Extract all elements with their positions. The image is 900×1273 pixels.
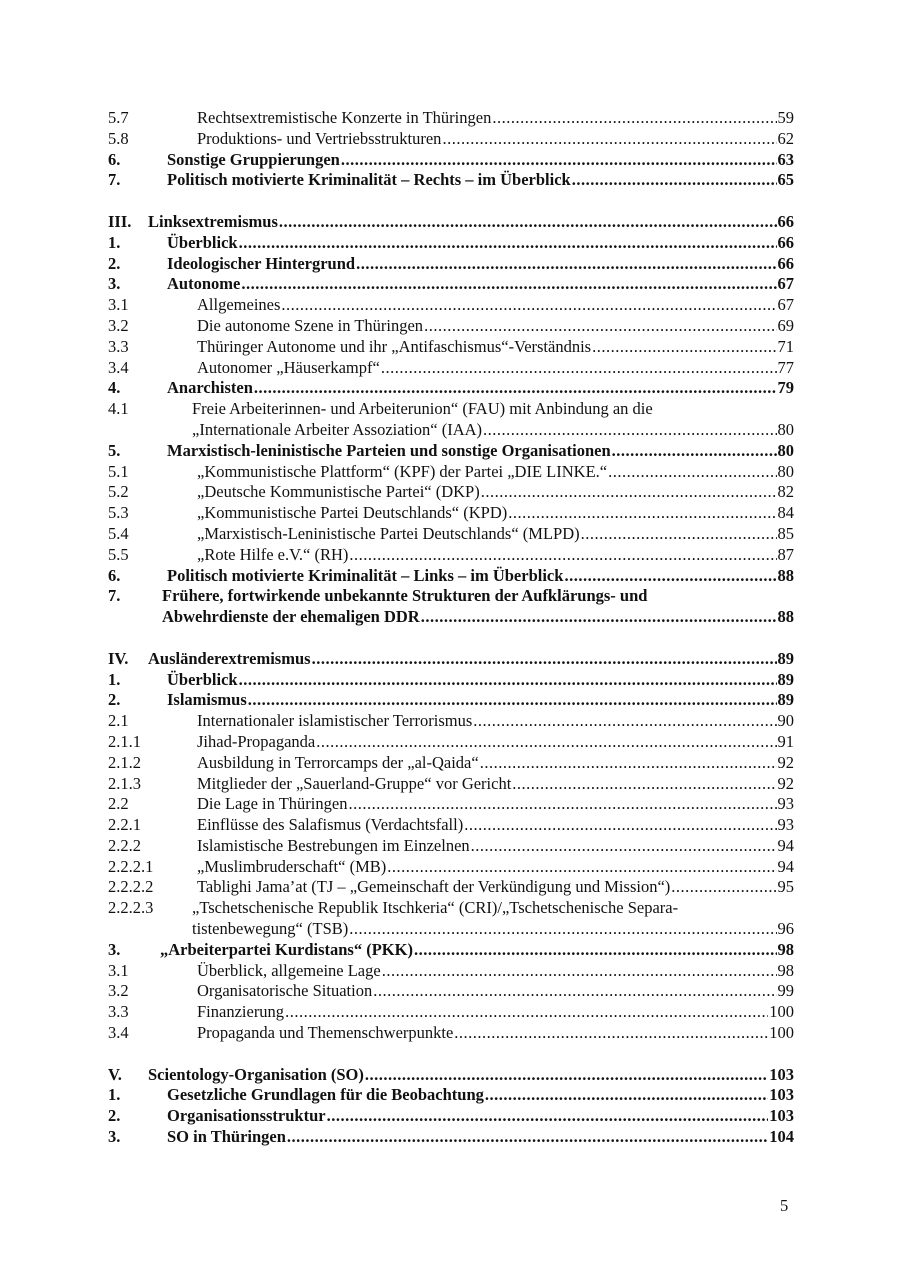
toc-entry-page: 104 bbox=[769, 1127, 794, 1147]
toc-entry-page: 77 bbox=[777, 357, 794, 377]
toc-entry-number: 2.2.2.1 bbox=[108, 856, 154, 876]
toc-entry-page: 91 bbox=[777, 731, 794, 751]
toc-entry[interactable] bbox=[108, 649, 794, 670]
toc-entry-number: 5.3 bbox=[108, 503, 129, 523]
toc-entry[interactable] bbox=[108, 399, 794, 420]
toc-entry[interactable] bbox=[108, 295, 794, 316]
toc-entry[interactable] bbox=[108, 358, 794, 379]
toc-entry-body bbox=[167, 566, 794, 587]
toc-entry[interactable] bbox=[108, 503, 794, 524]
toc-entry-title: Frühere, fortwirkende unbekannte Strukturen der Aufklärungs- und bbox=[162, 586, 648, 606]
toc-entry-title: Organisatorische Situation bbox=[197, 981, 373, 1001]
toc-entry-body bbox=[197, 1002, 794, 1023]
toc-entry-page: 82 bbox=[777, 482, 794, 502]
toc-entry-title: „Marxistisch-Leninistische Partei Deutschlands“ (MLPD) bbox=[197, 523, 580, 543]
toc-entry[interactable] bbox=[108, 233, 794, 254]
toc-entry[interactable] bbox=[108, 212, 794, 233]
toc-entry-body bbox=[197, 753, 794, 774]
toc-entry-number: 2. bbox=[108, 1106, 121, 1126]
toc-entry-number: 2.2 bbox=[108, 794, 129, 814]
toc-entry-page: 100 bbox=[769, 1023, 794, 1043]
toc-entry-body bbox=[162, 607, 794, 628]
page-number: 5 bbox=[780, 1196, 789, 1215]
toc-entry[interactable] bbox=[108, 898, 794, 919]
toc-entry-title: Jihad-Propaganda bbox=[197, 731, 316, 751]
toc-entry[interactable] bbox=[108, 586, 794, 607]
toc-entry[interactable] bbox=[108, 815, 794, 836]
toc-entry-number: 3. bbox=[108, 1127, 121, 1147]
toc-entry-body bbox=[197, 503, 794, 524]
toc-entry-page: 80 bbox=[777, 440, 794, 460]
dot-leader bbox=[279, 212, 777, 233]
toc-entry-title: „Kommunistische Partei Deutschlands“ (KPD) bbox=[197, 503, 508, 523]
toc-entry-page: 90 bbox=[777, 711, 794, 731]
toc-entry-body bbox=[197, 857, 794, 878]
toc-entry-number: 7. bbox=[108, 586, 121, 606]
toc-entry-page: 94 bbox=[777, 856, 794, 876]
toc-entry-title: Die autonome Szene in Thüringen bbox=[197, 315, 424, 335]
toc-entry-number: 5.2 bbox=[108, 482, 129, 502]
toc-entry-body bbox=[167, 690, 794, 711]
toc-entry[interactable] bbox=[108, 129, 794, 150]
toc-entry[interactable] bbox=[108, 1065, 794, 1086]
toc-entry[interactable] bbox=[108, 857, 794, 878]
toc-entry-number: V. bbox=[108, 1064, 122, 1084]
toc-entry-title: Überblick bbox=[167, 669, 238, 689]
toc-entry-page: 88 bbox=[777, 565, 794, 585]
toc-entry-number: 5. bbox=[108, 440, 121, 460]
dot-leader bbox=[382, 961, 777, 982]
toc-entry-title: „Internationale Arbeiter Assoziation“ (IAA) bbox=[192, 419, 483, 439]
dot-leader bbox=[454, 1023, 768, 1044]
dot-leader bbox=[421, 607, 777, 628]
toc-entry-title: „Rote Hilfe e.V.“ (RH) bbox=[197, 544, 349, 564]
toc-entry[interactable] bbox=[108, 919, 794, 940]
toc-entry[interactable] bbox=[108, 316, 794, 337]
toc-entry[interactable] bbox=[108, 753, 794, 774]
toc-entry-body bbox=[167, 170, 794, 191]
dot-leader bbox=[281, 295, 776, 316]
toc-entry-number: 6. bbox=[108, 565, 121, 585]
section-spacer bbox=[108, 1044, 794, 1065]
toc-entry[interactable] bbox=[108, 1002, 794, 1023]
dot-leader bbox=[473, 711, 776, 732]
toc-entry-number: 2.2.2.3 bbox=[108, 898, 154, 918]
toc-entry-title: Propaganda und Themenschwerpunkte bbox=[197, 1023, 454, 1043]
toc-entry-body bbox=[197, 337, 794, 358]
toc-entry-body bbox=[197, 961, 794, 982]
toc-entry-body bbox=[167, 150, 794, 171]
toc-entry-title: „Muslimbruderschaft“ (MB) bbox=[197, 856, 387, 876]
toc-entry-title: Die Lage in Thüringen bbox=[197, 794, 348, 814]
toc-entry-body bbox=[197, 981, 794, 1002]
toc-entry-body bbox=[197, 711, 794, 732]
toc-entry[interactable] bbox=[108, 441, 794, 462]
toc-entry-body bbox=[197, 836, 794, 857]
dot-leader bbox=[349, 919, 776, 940]
toc-entry-page: 67 bbox=[777, 274, 794, 294]
toc-entry[interactable] bbox=[108, 108, 794, 129]
dot-leader bbox=[508, 503, 776, 524]
dot-leader bbox=[612, 441, 777, 462]
toc-entry-number: 3. bbox=[108, 939, 121, 959]
toc-entry-page: 95 bbox=[777, 877, 794, 897]
toc-entry-body bbox=[167, 1085, 794, 1106]
toc-entry-body bbox=[192, 898, 794, 919]
toc-entry-body bbox=[197, 129, 794, 150]
toc-entry[interactable] bbox=[108, 940, 794, 961]
toc-entry[interactable] bbox=[108, 1085, 794, 1106]
toc-entry-title: Islamismus bbox=[167, 690, 247, 710]
toc-entry-number: 3.1 bbox=[108, 295, 129, 315]
toc-entry-number: 4.1 bbox=[108, 399, 129, 419]
dot-leader bbox=[349, 545, 776, 566]
dot-leader bbox=[312, 649, 777, 670]
section-spacer bbox=[108, 191, 794, 212]
toc-entry-page: 62 bbox=[777, 128, 794, 148]
toc-entry[interactable] bbox=[108, 732, 794, 753]
dot-leader bbox=[512, 774, 776, 795]
toc-entry-page: 59 bbox=[777, 108, 794, 127]
toc-entry-title: Internationaler islamistischer Terrorismus bbox=[197, 711, 473, 731]
toc-entry-page: 80 bbox=[777, 461, 794, 481]
dot-leader bbox=[592, 337, 776, 358]
toc-entry[interactable] bbox=[108, 711, 794, 732]
toc-entry-title: Politisch motivierte Kriminalität – Rechts – im Überblick bbox=[167, 170, 571, 190]
toc-entry[interactable] bbox=[108, 981, 794, 1002]
toc-entry-body bbox=[167, 378, 794, 399]
toc-entry-body bbox=[197, 774, 794, 795]
toc-entry-body bbox=[167, 1127, 794, 1148]
toc-entry-title: Einflüsse des Salafismus (Verdachtsfall) bbox=[197, 815, 464, 835]
toc-entry-page: 67 bbox=[777, 295, 794, 315]
toc-entry-title: Überblick bbox=[167, 232, 238, 252]
toc-entry-number: 2.1.1 bbox=[108, 731, 141, 751]
toc-entry-body bbox=[197, 482, 794, 503]
toc-entry-number: 2.1 bbox=[108, 711, 129, 731]
toc-entry-title: „Deutsche Kommunistische Partei“ (DKP) bbox=[197, 482, 480, 502]
toc-entry-number: 7. bbox=[108, 170, 121, 190]
toc-entry[interactable] bbox=[108, 545, 794, 566]
dot-leader bbox=[572, 170, 777, 191]
toc-entry-title: SO in Thüringen bbox=[167, 1127, 286, 1147]
toc-entry-title: „Arbeiterpartei Kurdistans“ (PKK) bbox=[160, 939, 413, 959]
toc-entry-title: Ausländerextremismus bbox=[148, 648, 311, 668]
toc-entry-page: 103 bbox=[769, 1064, 794, 1084]
toc-entry-title: Thüringer Autonome und ihr „Antifaschismus“-Verständnis bbox=[197, 336, 592, 356]
toc-entry-body bbox=[148, 1065, 794, 1086]
toc-entry[interactable] bbox=[108, 1106, 794, 1127]
toc-entry[interactable] bbox=[108, 1127, 794, 1148]
toc-entry[interactable] bbox=[108, 836, 794, 857]
dot-leader bbox=[608, 462, 776, 483]
toc-entry[interactable] bbox=[108, 690, 794, 711]
toc-entry-body bbox=[167, 274, 794, 295]
dot-leader bbox=[285, 1002, 768, 1023]
dot-leader bbox=[248, 690, 777, 711]
dot-leader bbox=[485, 1085, 768, 1106]
toc-entry-body bbox=[197, 1023, 794, 1044]
toc-entry-page: 84 bbox=[777, 503, 794, 523]
dot-leader bbox=[424, 316, 776, 337]
toc-entry-number: 2.2.2.2 bbox=[108, 877, 154, 897]
toc-entry-page: 93 bbox=[777, 815, 794, 835]
toc-entry-title: Freie Arbeiterinnen- und Arbeiterunion“ (FAU) mit Anbindung an die bbox=[192, 399, 653, 419]
toc-entry[interactable] bbox=[108, 274, 794, 295]
dot-leader bbox=[365, 1065, 768, 1086]
toc-entry-title: „Tschetschenische Republik Itschkeria“ (CRI)/„Tschetschenische Separa- bbox=[192, 898, 679, 918]
toc-entry-body bbox=[148, 212, 794, 233]
toc-entry-title: Islamistische Bestrebungen im Einzelnen bbox=[197, 835, 470, 855]
toc-entry-page: 99 bbox=[777, 981, 794, 1001]
toc-entry-page: 71 bbox=[777, 336, 794, 356]
dot-leader bbox=[239, 670, 777, 691]
toc-entry-body bbox=[148, 649, 794, 670]
table-of-contents bbox=[108, 108, 794, 1148]
toc-entry-body bbox=[197, 794, 794, 815]
toc-entry-title: Mitglieder der „Sauerland-Gruppe“ vor Gericht bbox=[197, 773, 512, 793]
toc-entry[interactable] bbox=[108, 670, 794, 691]
toc-entry-body bbox=[197, 732, 794, 753]
dot-leader bbox=[316, 732, 776, 753]
toc-entry-page: 94 bbox=[777, 835, 794, 855]
dot-leader bbox=[581, 524, 777, 545]
dot-leader bbox=[373, 981, 776, 1002]
dot-leader bbox=[239, 233, 777, 254]
dot-leader bbox=[671, 877, 776, 898]
toc-entry-title: Autonomer „Häuserkampf“ bbox=[197, 357, 380, 377]
toc-entry-page: 89 bbox=[777, 648, 794, 668]
toc-entry-body bbox=[197, 524, 794, 545]
toc-entry-title: Tablighi Jama’at (TJ – „Gemeinschaft der Verkündigung und Mission“) bbox=[197, 877, 671, 897]
toc-entry[interactable] bbox=[108, 150, 794, 171]
toc-entry-body bbox=[197, 877, 794, 898]
toc-entry-number: IV. bbox=[108, 648, 129, 668]
toc-entry-body bbox=[167, 233, 794, 254]
toc-entry-body bbox=[197, 815, 794, 836]
dot-leader bbox=[464, 815, 776, 836]
toc-entry[interactable] bbox=[108, 877, 794, 898]
dot-leader bbox=[356, 254, 776, 275]
toc-entry-number: 2.1.3 bbox=[108, 773, 141, 793]
dot-leader bbox=[564, 566, 776, 587]
toc-entry-body bbox=[197, 108, 794, 129]
toc-entry-page: 89 bbox=[777, 669, 794, 689]
dot-leader bbox=[483, 420, 776, 441]
toc-entry-body bbox=[192, 919, 794, 940]
dot-leader bbox=[414, 940, 777, 961]
toc-entry-title: Produktions- und Vertriebsstrukturen bbox=[197, 128, 442, 148]
toc-entry-number: 5.8 bbox=[108, 128, 129, 148]
toc-entry-number: 3.2 bbox=[108, 315, 129, 335]
toc-entry-title: Rechtsextremistische Konzerte in Thüringen bbox=[197, 108, 492, 127]
toc-entry-page: 66 bbox=[777, 211, 794, 231]
dot-leader bbox=[341, 150, 777, 171]
toc-entry-title: Gesetzliche Grundlagen für die Beobachtung bbox=[167, 1085, 484, 1105]
toc-entry-number: 6. bbox=[108, 149, 121, 169]
toc-entry-number: 3.3 bbox=[108, 1002, 129, 1022]
dot-leader bbox=[241, 274, 776, 295]
toc-entry-body bbox=[192, 399, 794, 420]
toc-entry-number: 2. bbox=[108, 253, 121, 273]
toc-entry-body bbox=[167, 670, 794, 691]
toc-entry-title: Autonome bbox=[167, 274, 241, 294]
toc-entry-number: 5.5 bbox=[108, 544, 129, 564]
toc-entry-number: 1. bbox=[108, 1085, 121, 1105]
toc-entry-number: 5.4 bbox=[108, 523, 129, 543]
toc-entry[interactable] bbox=[108, 378, 794, 399]
toc-entry-page: 98 bbox=[777, 960, 794, 980]
toc-entry[interactable] bbox=[108, 794, 794, 815]
dot-leader bbox=[287, 1127, 768, 1148]
toc-entry-title: Scientology-Organisation (SO) bbox=[148, 1064, 364, 1084]
toc-entry-title: tistenbewegung“ (TSB) bbox=[192, 919, 349, 939]
toc-entry[interactable] bbox=[108, 607, 794, 628]
toc-entry[interactable] bbox=[108, 566, 794, 587]
toc-entry-number: 3.2 bbox=[108, 981, 129, 1001]
toc-entry-body bbox=[167, 1106, 794, 1127]
toc-entry-number: 3.4 bbox=[108, 1023, 129, 1043]
toc-entry[interactable] bbox=[108, 482, 794, 503]
toc-entry-page: 88 bbox=[777, 607, 794, 627]
toc-entry-page: 98 bbox=[777, 939, 794, 959]
dot-leader bbox=[348, 794, 776, 815]
toc-entry[interactable] bbox=[108, 1023, 794, 1044]
toc-entry-page: 103 bbox=[769, 1106, 794, 1126]
toc-entry-page: 87 bbox=[777, 544, 794, 564]
dot-leader bbox=[254, 378, 777, 399]
toc-entry-body bbox=[162, 586, 794, 607]
toc-entry-number: 2. bbox=[108, 690, 121, 710]
toc-entry-page: 85 bbox=[777, 523, 794, 543]
toc-entry-title: Abwehrdienste der ehemaligen DDR bbox=[162, 607, 420, 627]
toc-entry[interactable] bbox=[108, 170, 794, 191]
toc-entry-page: 80 bbox=[777, 419, 794, 439]
dot-leader bbox=[481, 482, 777, 503]
toc-entry[interactable] bbox=[108, 462, 794, 483]
toc-entry-body bbox=[192, 420, 794, 441]
toc-entry-page: 92 bbox=[777, 773, 794, 793]
toc-entry-title: Linksextremismus bbox=[148, 211, 278, 231]
toc-entry-page: 69 bbox=[777, 315, 794, 335]
dot-leader bbox=[492, 108, 776, 129]
toc-entry-page: 66 bbox=[777, 232, 794, 252]
toc-entry-title: Ideologischer Hintergrund bbox=[167, 253, 356, 273]
toc-entry[interactable] bbox=[108, 774, 794, 795]
section-spacer bbox=[108, 628, 794, 649]
toc-entry-body bbox=[167, 254, 794, 275]
toc-entry-number: 2.1.2 bbox=[108, 752, 141, 772]
toc-entry-number: 1. bbox=[108, 232, 121, 252]
dot-leader bbox=[327, 1106, 769, 1127]
toc-entry-body bbox=[197, 462, 794, 483]
toc-entry-title: Ausbildung in Terrorcamps der „al-Qaida“ bbox=[197, 752, 479, 772]
toc-entry-title: Finanzierung bbox=[197, 1002, 285, 1022]
toc-entry-page: 100 bbox=[769, 1002, 794, 1022]
dot-leader bbox=[381, 358, 777, 379]
toc-entry-body bbox=[197, 295, 794, 316]
toc-entry-number: 3. bbox=[108, 274, 121, 294]
toc-entry-number: 5.1 bbox=[108, 461, 129, 481]
toc-entry-title: Politisch motivierte Kriminalität – Links – im Überblick bbox=[167, 565, 564, 585]
toc-entry-page: 79 bbox=[777, 378, 794, 398]
toc-entry-number: 2.2.2 bbox=[108, 835, 141, 855]
toc-entry-title: Anarchisten bbox=[167, 378, 253, 398]
toc-entry[interactable] bbox=[108, 420, 794, 441]
toc-entry-page: 96 bbox=[777, 919, 794, 939]
toc-entry[interactable] bbox=[108, 524, 794, 545]
toc-entry-title: Sonstige Gruppierungen bbox=[167, 149, 340, 169]
dot-leader bbox=[471, 836, 777, 857]
dot-leader bbox=[387, 857, 776, 878]
toc-entry-number: 3.1 bbox=[108, 960, 129, 980]
toc-entry-page: 92 bbox=[777, 752, 794, 772]
toc-entry[interactable] bbox=[108, 254, 794, 275]
toc-entry-title: Überblick, allgemeine Lage bbox=[197, 960, 381, 980]
toc-entry-page: 93 bbox=[777, 794, 794, 814]
toc-entry-number: 4. bbox=[108, 378, 121, 398]
dot-leader bbox=[442, 129, 776, 150]
toc-entry-page: 65 bbox=[777, 170, 794, 190]
toc-entry-number: 3.4 bbox=[108, 357, 129, 377]
toc-entry-number: 1. bbox=[108, 669, 121, 689]
dot-leader bbox=[480, 753, 777, 774]
toc-entry-title: „Kommunistische Plattform“ (KPF) der Partei „DIE LINKE.“ bbox=[197, 461, 608, 481]
toc-entry-body bbox=[197, 316, 794, 337]
toc-entry-body bbox=[167, 441, 794, 462]
toc-entry[interactable] bbox=[108, 961, 794, 982]
toc-entry-number: 2.2.1 bbox=[108, 815, 141, 835]
toc-entry-body bbox=[197, 545, 794, 566]
toc-entry-number: III. bbox=[108, 211, 132, 231]
toc-entry-page: 63 bbox=[777, 149, 794, 169]
toc-entry-title: Organisationsstruktur bbox=[167, 1106, 326, 1126]
toc-entry-page: 66 bbox=[777, 253, 794, 273]
toc-entry-number: 5.7 bbox=[108, 108, 129, 127]
toc-entry-title: Allgemeines bbox=[197, 295, 281, 315]
toc-entry-number: 3.3 bbox=[108, 336, 129, 356]
toc-entry-page: 89 bbox=[777, 690, 794, 710]
toc-entry-page: 103 bbox=[769, 1085, 794, 1105]
toc-entry-title: Marxistisch-leninistische Parteien und sonstige Organisationen bbox=[167, 440, 611, 460]
toc-entry-body bbox=[160, 940, 794, 961]
toc-entry-body bbox=[197, 358, 794, 379]
toc-entry[interactable] bbox=[108, 337, 794, 358]
